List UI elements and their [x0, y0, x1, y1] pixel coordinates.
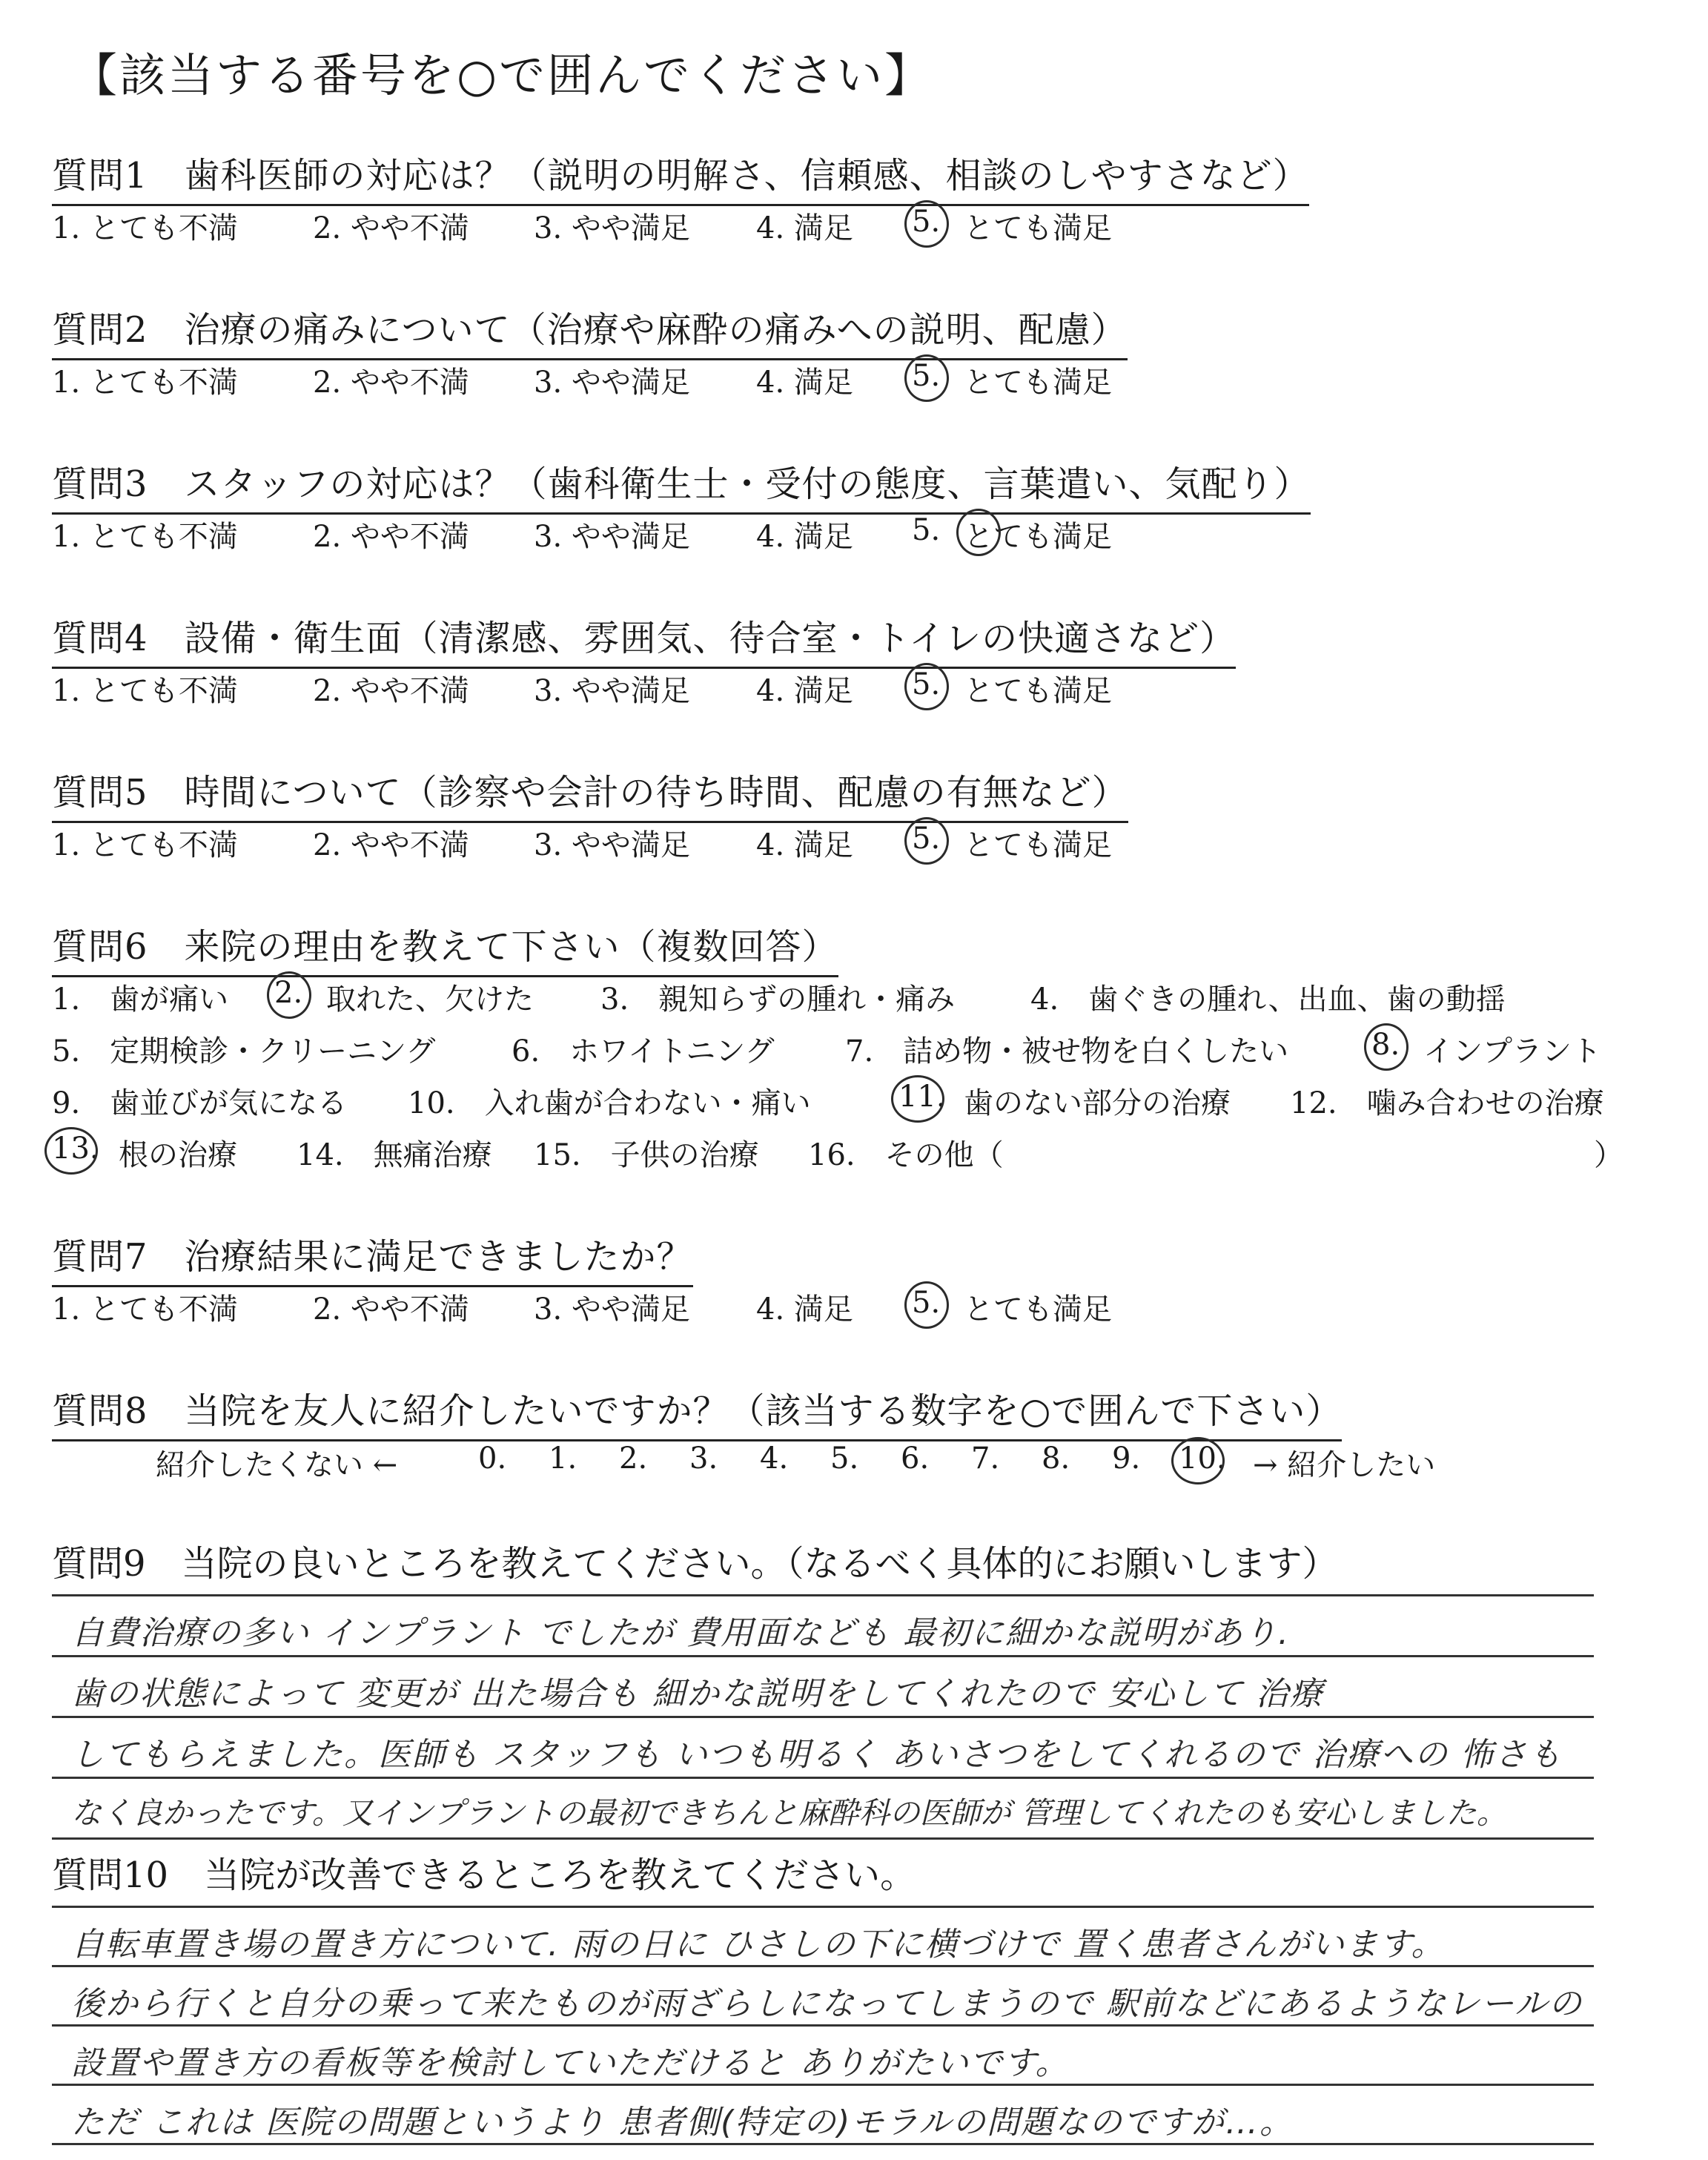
- q1-option-3[interactable]: 3. やや満足: [534, 211, 690, 245]
- q10-answer-line-3: 設置や置き方の看板等を検討していただけると ありがたいです。: [71, 2044, 1070, 2082]
- q4-option-2[interactable]: 2. やや不満: [313, 674, 469, 708]
- q8-num-9[interactable]: 9.: [1112, 1441, 1141, 1476]
- q9-title: 質問9 当院の良いところを教えてください。（なるべく具体的にお願いします）: [52, 1543, 1338, 1585]
- q10-rule-top: [52, 1906, 1594, 1908]
- q9-rule-3: [52, 1777, 1594, 1779]
- q5-option-3[interactable]: 3. やや満足: [534, 828, 690, 862]
- q8-num-5[interactable]: 5.: [830, 1441, 859, 1476]
- q9-answer-line-2: 歯の状態によって 変更が 出た場合も 細かな説明をしてくれたので 安心して 治療: [71, 1675, 1324, 1713]
- q1-option-1[interactable]: 1. とても不満: [52, 211, 238, 245]
- q8-num-10-circled[interactable]: 10.: [1179, 1441, 1226, 1476]
- q8-left-label: 紹介したくない ←: [156, 1448, 398, 1482]
- q10-rule-4: [52, 2143, 1594, 2145]
- q7-option-1[interactable]: 1. とても不満: [52, 1292, 238, 1327]
- q6-options-row-4: [52, 1132, 1668, 1173]
- q4-option-5-label: とても満足: [964, 674, 1112, 708]
- q2-option-5-label: とても満足: [964, 366, 1112, 400]
- q2-option-5-circled[interactable]: 5.: [912, 359, 941, 393]
- q6-option-13-circled[interactable]: 13.: [52, 1132, 99, 1166]
- q2-option-3[interactable]: 3. やや満足: [534, 366, 690, 400]
- q6-option-6[interactable]: 6. ホワイトニング: [512, 1034, 775, 1069]
- q10-title: 質問10 当院が改善できるところを教えてください。: [52, 1855, 916, 1896]
- q3-option-5-label-circled: とても満足: [964, 513, 1112, 555]
- q9-rule-top: [52, 1594, 1594, 1596]
- q5-option-4[interactable]: 4. 満足: [756, 828, 853, 862]
- q9-rule-4: [52, 1837, 1594, 1840]
- q6-options-row-1: [52, 976, 1668, 1017]
- q6-option-3[interactable]: 3. 親知らずの腫れ・痛み: [600, 982, 956, 1017]
- q1-option-5-label: とても満足: [964, 211, 1112, 245]
- q9-answer-line-3: してもらえました。医師も スタッフも いつも明るく あいさつをしてくれるので 治療への 怖さも: [71, 1736, 1563, 1774]
- q5-title: 質問5 時間について（診察や会計の待ち時間、配慮の有無など）: [52, 764, 1128, 823]
- q10-rule-1: [52, 1965, 1594, 1967]
- q4-option-1[interactable]: 1. とても不満: [52, 674, 238, 708]
- q8-scale: [52, 1441, 1535, 1483]
- q7-option-2[interactable]: 2. やや不満: [313, 1292, 469, 1327]
- q3-option-2[interactable]: 2. やや不満: [313, 520, 469, 554]
- q8-num-8[interactable]: 8.: [1042, 1441, 1070, 1476]
- q4-option-5-circled[interactable]: 5.: [912, 667, 941, 701]
- q6-option-1[interactable]: 1. 歯が痛い: [52, 982, 229, 1017]
- q7-title: 質問7 治療結果に満足できましたか？: [52, 1228, 693, 1287]
- q9-answer-line-1: 自費治療の多い インプラント でしたが 費用面なども 最初に細かな説明があり.: [71, 1614, 1290, 1652]
- q6-option-7[interactable]: 7. 詰め物・被せ物を白くしたい: [845, 1034, 1289, 1069]
- q1-option-2[interactable]: 2. やや不満: [313, 211, 469, 245]
- q6-option-9[interactable]: 9. 歯並びが気になる: [52, 1086, 348, 1120]
- q2-option-2[interactable]: 2. やや不満: [313, 366, 469, 400]
- q6-option-2-label: 取れた、欠けた: [326, 982, 534, 1017]
- q9-answer-line-4: なく良かったです。又インプラントの最初できちんと麻酔科の医師が 管理してくれたのも安心しました。: [71, 1795, 1507, 1831]
- q7-option-4[interactable]: 4. 満足: [756, 1292, 853, 1327]
- q6-option-14[interactable]: 14. 無痛治療: [297, 1138, 492, 1172]
- q7-options: [52, 1286, 1238, 1327]
- q10-answer-line-1: 自転車置き場の置き方について. 雨の日に ひさしの下に横づけで 置く患者さんがいます。: [71, 1926, 1446, 1964]
- q8-num-4[interactable]: 4.: [760, 1441, 789, 1476]
- q5-option-1[interactable]: 1. とても不満: [52, 828, 238, 862]
- q6-title: 質問6 来院の理由を教えて下さい（複数回答）: [52, 918, 838, 977]
- q3-title: 質問3 スタッフの対応は？（歯科衛生士・受付の態度、言葉遣い、気配り）: [52, 455, 1311, 515]
- q5-option-5-label: とても満足: [964, 828, 1112, 862]
- q3-option-1[interactable]: 1. とても不満: [52, 520, 238, 554]
- q3-options: [52, 513, 1238, 555]
- q6-option-11-label: 歯のない部分の治療: [964, 1086, 1231, 1120]
- q6-option-2-circled[interactable]: 2.: [274, 976, 303, 1010]
- q8-num-6[interactable]: 6.: [901, 1441, 930, 1476]
- q10-rule-2: [52, 2024, 1594, 2027]
- q10-answer-line-4: ただ これは 医院の問題というより 患者側(特定の)モラルの問題なのですが…。: [71, 2104, 1294, 2141]
- q6-option-10[interactable]: 10. 入れ歯が合わない・痛い: [408, 1086, 811, 1120]
- q6-option-16-close: ）: [1594, 1138, 1623, 1172]
- q7-option-3[interactable]: 3. やや満足: [534, 1292, 690, 1327]
- q3-option-5-number[interactable]: 5.: [912, 513, 941, 547]
- q6-option-8-label: インプラント: [1423, 1034, 1601, 1069]
- q7-option-5-circled[interactable]: 5.: [912, 1286, 941, 1320]
- q4-option-4[interactable]: 4. 満足: [756, 674, 853, 708]
- q6-option-15[interactable]: 15. 子供の治療: [534, 1138, 759, 1172]
- q1-title: 質問1 歯科医師の対応は？（説明の明解さ、信頼感、相談のしやすさなど）: [52, 147, 1309, 206]
- q8-num-1[interactable]: 1.: [549, 1441, 577, 1476]
- q1-option-4[interactable]: 4. 満足: [756, 211, 853, 245]
- q8-num-2[interactable]: 2.: [619, 1441, 648, 1476]
- q5-option-5-circled[interactable]: 5.: [912, 822, 941, 856]
- q6-options-row-2: [52, 1028, 1668, 1069]
- q5-options: [52, 822, 1238, 863]
- q6-option-13-label: 根の治療: [119, 1138, 237, 1172]
- q2-option-4[interactable]: 4. 満足: [756, 366, 853, 400]
- q6-option-12[interactable]: 12. 噛み合わせの治療: [1290, 1086, 1604, 1120]
- q6-option-5[interactable]: 5. 定期検診・クリーニング: [52, 1034, 436, 1069]
- q4-title: 質問4 設備・衛生面（清潔感、雰囲気、待合室・トイレの快適さなど）: [52, 610, 1236, 669]
- q1-options: [52, 205, 1238, 246]
- q7-option-5-label: とても満足: [964, 1292, 1112, 1327]
- q3-option-4[interactable]: 4. 満足: [756, 520, 853, 554]
- q8-num-7[interactable]: 7.: [971, 1441, 1000, 1476]
- q8-right-label: → 紹介したい: [1253, 1448, 1436, 1482]
- page-header: 【該当する番号を○で囲んでください】: [71, 48, 933, 102]
- q5-option-2[interactable]: 2. やや不満: [313, 828, 469, 862]
- q2-option-1[interactable]: 1. とても不満: [52, 366, 238, 400]
- q4-option-3[interactable]: 3. やや満足: [534, 674, 690, 708]
- q10-answer-line-2: 後から行くと自分の乗って来たものが雨ざらしになってしまうので 駅前などにあるようなレールの: [71, 1985, 1583, 2023]
- q3-option-3[interactable]: 3. やや満足: [534, 520, 690, 554]
- q8-num-3[interactable]: 3.: [689, 1441, 718, 1476]
- q9-rule-2: [52, 1716, 1594, 1718]
- q6-option-8-circled[interactable]: 8.: [1371, 1028, 1400, 1062]
- q6-option-4[interactable]: 4. 歯ぐきの腫れ、出血、歯の動揺: [1030, 982, 1506, 1017]
- q6-options-row-3: [52, 1080, 1668, 1121]
- q2-title: 質問2 治療の痛みについて（治療や麻酔の痛みへの説明、配慮）: [52, 301, 1128, 360]
- q10-rule-3: [52, 2084, 1594, 2086]
- q4-options: [52, 667, 1238, 709]
- q8-num-0[interactable]: 0.: [478, 1441, 507, 1476]
- q9-rule-1: [52, 1655, 1594, 1657]
- q1-option-5-circled[interactable]: 5.: [912, 205, 941, 239]
- q2-options: [52, 359, 1238, 400]
- q6-option-16[interactable]: 16. その他（: [808, 1138, 1004, 1172]
- q6-option-11-circled[interactable]: 11.: [898, 1080, 946, 1114]
- q8-title: 質問8 当院を友人に紹介したいですか？（該当する数字を○で囲んで下さい）: [52, 1382, 1342, 1441]
